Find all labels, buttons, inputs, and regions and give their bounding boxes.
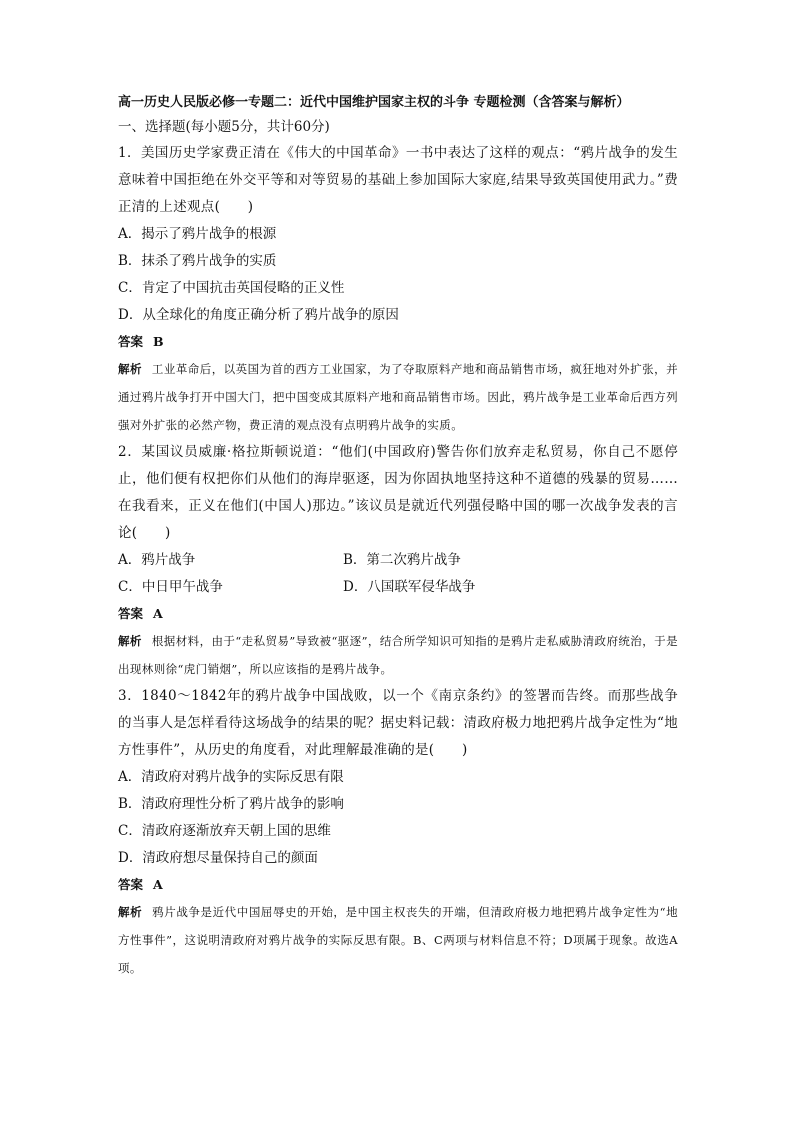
option-d: D．八国联军侵华战争: [343, 579, 476, 595]
option-c: C．中日甲午战争: [118, 579, 223, 595]
option-b: B．清政府理性分析了鸦片战争的影响: [118, 796, 344, 812]
explanation-text: 鸦片战争是近代中国屈辱史的开始，是中国主权丧失的开端，但清政府极力地把鸦片战争定性为“地方性事件”，这说明清政府对鸦片战争的实际反思有限。B、C两项与材料信息不符；D项属于现象。故选A项。: [118, 905, 678, 975]
answer-value: A: [153, 606, 163, 621]
option-a: A．揭示了鸦片战争的根源: [118, 226, 277, 242]
option-c: C．清政府逐渐放弃天朝上国的思维: [118, 823, 331, 839]
option-row: [118, 547, 678, 574]
section-heading: 一、选择题(每小题5分，共计60分): [118, 119, 330, 135]
answer-value: A: [153, 877, 163, 892]
answer-label: 答案: [118, 877, 144, 892]
option-c: C．肯定了中国抗击英国侵略的正义性: [118, 280, 345, 296]
document-title: 高一历史人民版必修一专题二：近代中国维护国家主权的斗争 专题检测（含答案与解析）: [118, 95, 630, 110]
document-page: [118, 92, 678, 982]
option-b: B．抹杀了鸦片战争的实质: [118, 253, 277, 269]
answer-line: [118, 329, 678, 355]
explanation-label: 解析: [118, 634, 142, 648]
question-1: [118, 140, 678, 439]
answer-label: 答案: [118, 606, 144, 621]
explanation-text: 根据材料，由于“走私贸易”导致被“驱逐”，结合所学知识可知指的是鸦片走私威胁清政府统治，于是出现林则徐“虎门销烟”，所以应该指的是鸦片战争。: [118, 634, 678, 676]
question-stem: 3．1840～1842年的鸦片战争中国战败，以一个《南京条约》的签署而告终。而那些战争的当事人是怎样看待这场战争的结果的呢？据史料记载：清政府极力地把鸦片战争定性为“地方性事件”，从历史的角度看，对此理解最准确的是( ): [118, 688, 678, 758]
option-d: D．清政府想尽量保持自己的颜面: [118, 850, 318, 866]
question-3: [118, 683, 678, 982]
explanation-label: 解析: [118, 905, 143, 919]
answer-line: [118, 601, 678, 627]
answer-value: B: [153, 334, 164, 349]
option-a: A．鸦片战争: [118, 552, 196, 568]
explanation: [118, 355, 678, 439]
option-b: B．第二次鸦片战争: [343, 552, 461, 568]
explanation: [118, 898, 678, 982]
explanation: [118, 627, 678, 683]
answer-line: [118, 872, 678, 898]
explanation-text: 工业革命后，以英国为首的西方工业国家，为了夺取原料产地和商品销售市场，疯狂地对外扩张，并通过鸦片战争打开中国大门，把中国变成其原料产地和商品销售市场。因此，鸦片战争是工业革命后西方列强对外扩张的必然产物，费正清的观点没有点明鸦片战争的实质。: [118, 362, 678, 432]
question-stem: 2．某国议员威廉·格拉斯顿说道：“他们(中国政府)警告你们放弃走私贸易，你自己不愿停止，他们便有权把你们从他们的海岸驱逐，因为你固执地坚持这种不道德的残暴的贸易……在我看来，正义在他们(中国人)那边。”该议员是就近代列强侵略中国的哪一次战争发表的言论( ): [118, 444, 678, 541]
explanation-label: 解析: [118, 362, 142, 376]
option-d: D．从全球化的角度正确分析了鸦片战争的原因: [118, 307, 399, 323]
option-a: A．清政府对鸦片战争的实际反思有限: [118, 769, 344, 785]
option-row: [118, 574, 678, 601]
question-2: [118, 439, 678, 683]
question-stem: 1．美国历史学家费正清在《伟大的中国革命》一书中表达了这样的观点：“鸦片战争的发生意味着中国拒绝在外交平等和对等贸易的基础上参加国际大家庭,结果导致英国使用武力。”费正清的上述观点( ): [118, 145, 678, 215]
answer-label: 答案: [118, 334, 144, 349]
